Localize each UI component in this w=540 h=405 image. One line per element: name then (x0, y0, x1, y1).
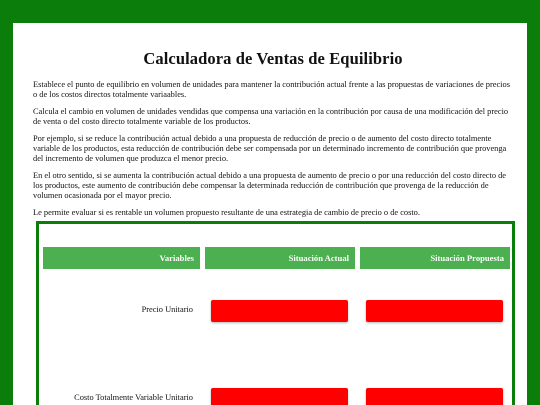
intro-paragraph-5: Le permite evaluar si es rentable un volumen propuesto resultante de una estrategia de cambio de precio o de costo. (33, 208, 420, 217)
intro-paragraph-1: Establece el punto de equilibrio en volumen de unidades para mantener la contribución actual frente a las propuestas de variaciones de precios o de los costos directos totalmente variaables. (33, 80, 510, 99)
calculator-panel (36, 221, 515, 405)
intro-section (33, 23, 513, 225)
label-precio-unitario: Precio Unitario (141, 305, 193, 314)
precio-unitario-actual-input[interactable] (211, 300, 348, 322)
costo-variable-propuesta-input[interactable] (366, 388, 503, 405)
intro-paragraph-2: Calcula el cambio en volumen de unidades vendidas que compensa una variación en la contribución por causa de una modificación del precio de venta o del costo directo totalmente variable de los productos. (33, 107, 509, 126)
header-situacion-actual: Situación Actual (205, 247, 355, 269)
label-costo-variable-unitario: Costo Totalmente Variable Unitario (74, 393, 193, 402)
header-variables: Variables (43, 247, 200, 269)
header-situacion-propuesta: Situación Propuesta (360, 247, 510, 269)
costo-variable-actual-input[interactable] (211, 388, 348, 405)
precio-unitario-propuesta-input[interactable] (366, 300, 503, 322)
page-title: Calculadora de Ventas de Equilibrio (143, 49, 403, 68)
intro-paragraph-4: En el otro sentido, si se aumenta la contribución actual debido a una propuesta de aumento de precio o por una reducción del costo directo de los productos, este aumento de contribución debe compensar la determinada reducción de contribución que provenga de la reducción de volumen ocasionada por el mayor precio. (33, 171, 507, 200)
intro-paragraph-3: Por ejemplo, si se reduce la contribución actual debido a una propuesta de reducción de precio o de aumento del costo directo totalmente variable de los productos, esta reducción de contribución debe ser compensada por un determinado incremento de contribución que provenga del incremento de volumen que produzca el menor precio. (33, 134, 507, 163)
page-content (13, 23, 527, 405)
